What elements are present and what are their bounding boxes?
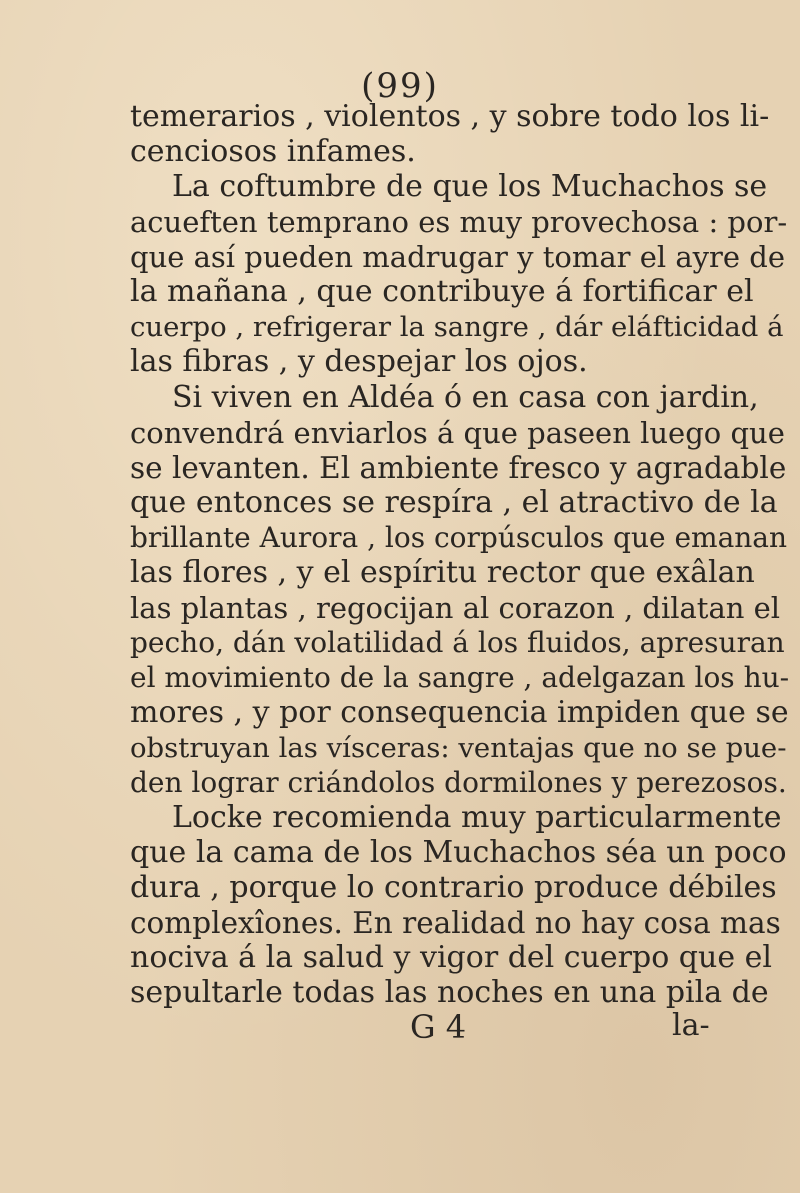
text-line: nociva á la salud y vigor del cuerpo que el (130, 940, 772, 975)
text-line: cuerpo , refrigerar la sangre , dár eláfticidad á (130, 311, 784, 343)
catchword: la- (672, 1008, 710, 1043)
text-line: temerarios , violentos , y sobre todo los li- (130, 99, 770, 134)
text-line: Locke recomienda muy particularmente (172, 800, 782, 835)
text-line: se levanten. El ambiente fresco y agradable (130, 451, 787, 485)
text-line: La coftumbre de que los Muchachos se (172, 169, 768, 204)
text-line: que la cama de los Muchachos séa un poco (130, 835, 787, 870)
page-number: (99) (361, 66, 439, 106)
text-line: las plantas , regocijan al corazon , dilatan el (130, 591, 781, 625)
text-line: acueften temprano es muy provechosa : por- (130, 205, 788, 239)
text-line: cenciosos infames. (130, 134, 416, 169)
text-line: convendrá enviarlos á que paseen luego que (130, 416, 785, 450)
text-line: brillante Aurora , los corpúsculos que emanan (130, 521, 788, 554)
text-line: obstruyan las vísceras: ventajas que no se pue- (130, 732, 787, 764)
text-line: que entonces se respíra , el atractivo de la (130, 485, 778, 520)
text-line: sepultarle todas las noches en una pila de (130, 975, 769, 1010)
text-line: las flores , y el espíritu rector que exâlan (130, 555, 755, 590)
text-line: mores , y por consequencia impiden que se (130, 695, 789, 730)
text-line: dura , porque lo contrario produce débiles (130, 870, 777, 905)
text-line: las fibras , y despejar los ojos. (130, 344, 588, 379)
text-line: el movimiento de la sangre , adelgazan los hu- (130, 661, 790, 694)
text-line: que así pueden madrugar y tomar el ayre de (130, 240, 786, 274)
text-line: den lograr criándolos dormilones y perezosos. (130, 766, 787, 799)
text-line: la mañana , que contribuye á fortificar el (130, 274, 754, 309)
text-line: Si viven en Aldéa ó en casa con jardin, (172, 380, 759, 415)
signature-mark: G 4 (410, 1008, 467, 1046)
text-line: complexîones. En realidad no hay cosa mas (130, 906, 781, 940)
text-line: pecho, dán volatilidad á los fluidos, apresuran (130, 626, 785, 659)
